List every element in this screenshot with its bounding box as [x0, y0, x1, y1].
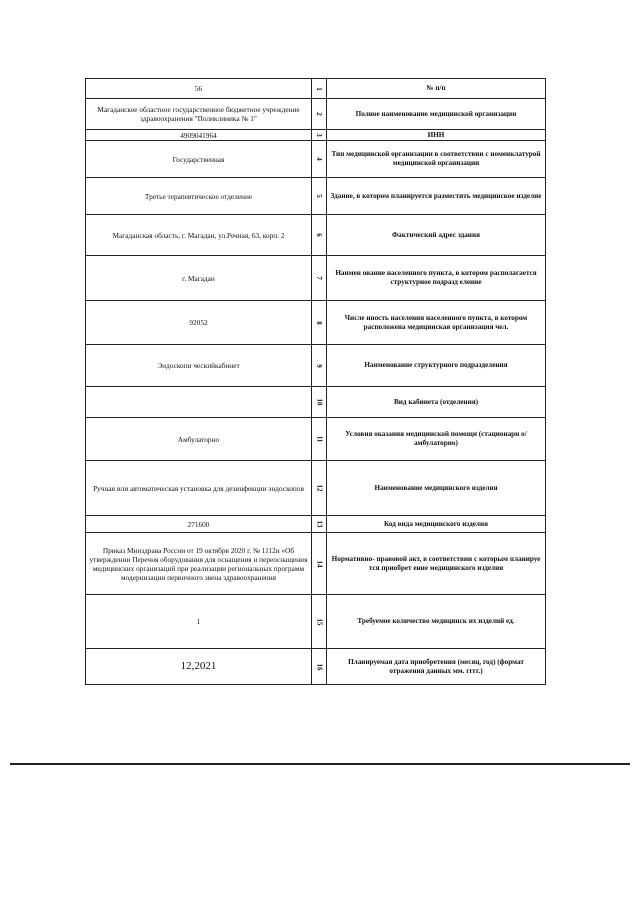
row-label: Планируемая дата приобретения (месяц, год) (формат отражения данных мм. гггг.) — [327, 649, 546, 685]
row-label: Наименование медицинского изделия — [327, 461, 546, 516]
table-row — [86, 130, 546, 141]
table-row — [86, 345, 546, 387]
row-number: 6 — [312, 215, 327, 256]
row-value: 1 — [86, 595, 312, 649]
row-label: Тип медицинской организации в соответствии с номенклатурой медицинской организации — [327, 141, 546, 178]
table-row — [86, 79, 546, 99]
row-number: 16 — [312, 649, 327, 685]
table-row — [86, 215, 546, 256]
table-row — [86, 533, 546, 595]
row-number: 4 — [312, 141, 327, 178]
table-row — [86, 595, 546, 649]
row-value: 4909041964 — [86, 130, 312, 141]
row-value: Магаданское областное государственное бюджетное учреждение здравоохранения "Поликлиника № 1" — [86, 99, 312, 130]
row-value: Амбулаторно — [86, 418, 312, 461]
row-label: Условия оказания медицинской помощи (стационарн о/амбулаторно) — [327, 418, 546, 461]
table-row — [86, 256, 546, 301]
row-number: 1 — [312, 79, 327, 99]
row-label: Числе нность населения населенного пункта, в котором расположена медицинская организация чел. — [327, 301, 546, 345]
row-value: Магаданская область, г. Магадан, ул.Речная, 63, корп. 2 — [86, 215, 312, 256]
row-label: Требуемое количество медицинск их изделий ед. — [327, 595, 546, 649]
row-number: 8 — [312, 301, 327, 345]
row-label: Код вида медицинского изделия — [327, 516, 546, 533]
registry-form-table — [85, 78, 546, 685]
row-label: Вид кабинета (отделения) — [327, 387, 546, 418]
row-value: Эндоскопи ческийкабинет — [86, 345, 312, 387]
registry-form-sheet — [85, 78, 546, 685]
row-number: 7 — [312, 256, 327, 301]
table-row — [86, 418, 546, 461]
table-row — [86, 301, 546, 345]
table-row — [86, 387, 546, 418]
row-number: 10 — [312, 387, 327, 418]
row-number: 2 — [312, 99, 327, 130]
row-value: 56 — [86, 79, 312, 99]
row-label: Фактический адрес здания — [327, 215, 546, 256]
row-label: Нормативно- правовой акт, в соответствии с которым планируе тся приобрет ение медицинского изделия — [327, 533, 546, 595]
page-divider-line — [10, 763, 630, 765]
row-number: 14 — [312, 533, 327, 595]
row-label: ИНН — [327, 130, 546, 141]
row-label: Здание, в котором планируется разместить медицинское изделие — [327, 178, 546, 215]
row-number: 3 — [312, 130, 327, 141]
row-label: Полное наименование медицинской организации — [327, 99, 546, 130]
row-label: № п/п — [327, 79, 546, 99]
row-value: г. Магадан — [86, 256, 312, 301]
table-row — [86, 649, 546, 685]
row-number: 12 — [312, 461, 327, 516]
row-label: Наименование структурного подразделения — [327, 345, 546, 387]
row-label: Наимен ование населенного пункта, в котором располагается структурное подразд еление — [327, 256, 546, 301]
row-value — [86, 387, 312, 418]
table-row — [86, 141, 546, 178]
table-row — [86, 461, 546, 516]
row-value: Ручная или автоматическая установка для дезинфекции эндоскопов — [86, 461, 312, 516]
table-row — [86, 99, 546, 130]
row-number: 5 — [312, 178, 327, 215]
row-value: Третье терапевтическое отделение — [86, 178, 312, 215]
row-number: 15 — [312, 595, 327, 649]
row-value: 12,2021 — [86, 649, 312, 685]
row-value: 271600 — [86, 516, 312, 533]
row-number: 13 — [312, 516, 327, 533]
row-value: Государственная — [86, 141, 312, 178]
row-number: 9 — [312, 345, 327, 387]
row-value: Приказ Минздрава России от 19 октября 2020 г. № 1112н «Об утверждении Перечня оборудования для оснащения и переоснащения медицинских организаций при реализации региональных программ модернизации первичного звена здравоохранения — [86, 533, 312, 595]
row-value: 92052 — [86, 301, 312, 345]
row-number: 11 — [312, 418, 327, 461]
table-row — [86, 178, 546, 215]
table-row — [86, 516, 546, 533]
